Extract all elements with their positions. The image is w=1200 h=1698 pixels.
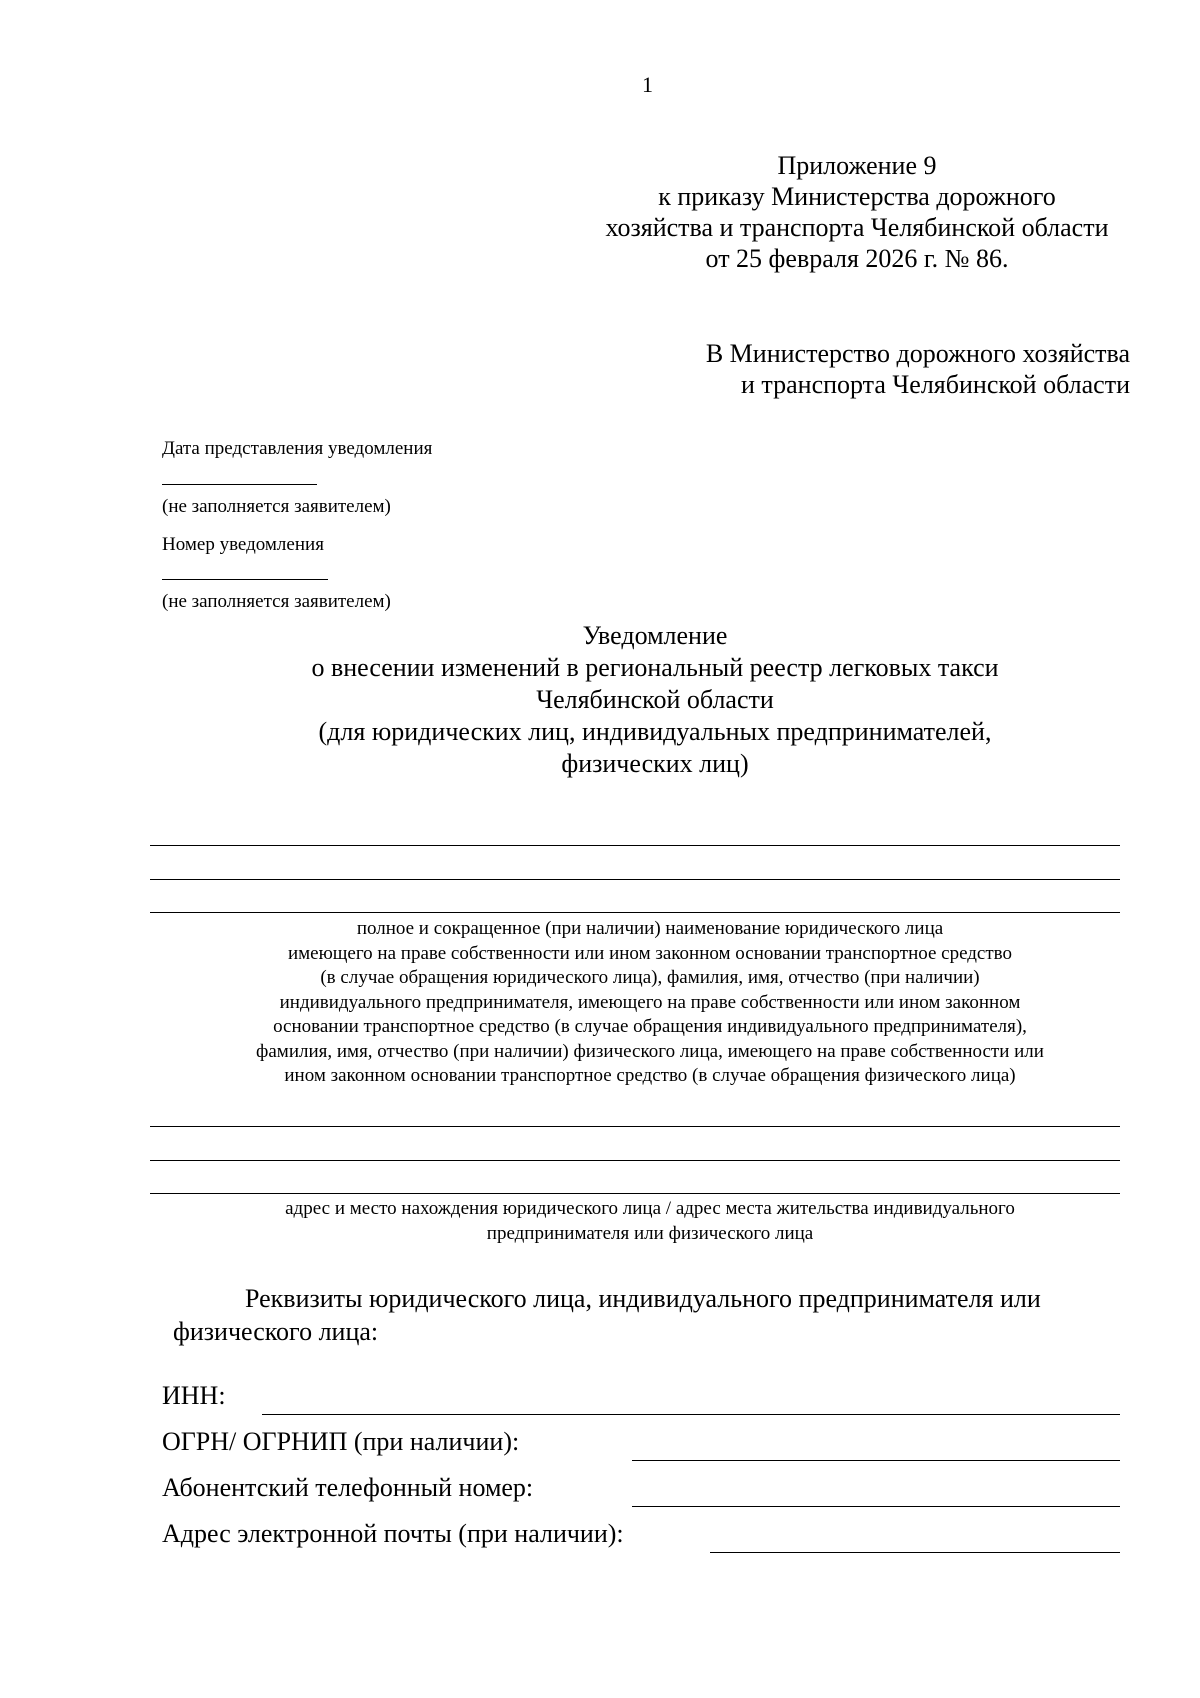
addressee-line: В Министерство дорожного хозяйства	[705, 339, 1130, 368]
appendix-block	[578, 150, 1136, 274]
phone-input[interactable]	[632, 1506, 1120, 1507]
appendix-line: хозяйства и транспорта Челябинской области	[605, 213, 1109, 242]
caption-line: фамилия, имя, отчество (при наличии) физического лица, имеющего на праве собственности или	[256, 1040, 1044, 1062]
appendix-line: Приложение 9	[777, 151, 937, 180]
caption-line: адрес и место нахождения юридического лица / адрес места жительства индивидуального	[285, 1198, 1015, 1219]
notice-date-note: (не заполняется заявителем)	[162, 496, 391, 517]
inn-input[interactable]	[262, 1414, 1120, 1415]
name-fill-line[interactable]	[150, 879, 1120, 880]
notice-number-note: (не заполняется заявителем)	[162, 591, 391, 612]
notice-number-field[interactable]	[162, 579, 328, 580]
caption-line: (в случае обращения юридического лица), фамилия, имя, отчество (при наличии)	[320, 967, 980, 988]
address-caption	[150, 1197, 1150, 1246]
ogrn-label: ОГРН/ ОГРНИП (при наличии):	[162, 1427, 520, 1456]
ogrn-input[interactable]	[632, 1460, 1120, 1461]
address-fill-line[interactable]	[150, 1160, 1120, 1161]
email-label: Адрес электронной почты (при наличии):	[162, 1519, 624, 1548]
caption-line: предпринимателя или физического лица	[486, 1222, 814, 1244]
appendix-line: к приказу Министерства дорожного	[658, 182, 1056, 211]
requisites-heading: Реквизиты юридического лица, индивидуального предпринимателя или	[245, 1284, 1041, 1313]
notice-number-label: Номер уведомления	[162, 534, 324, 555]
name-fill-line[interactable]	[150, 912, 1120, 913]
name-fill-line[interactable]	[150, 845, 1120, 846]
name-caption	[150, 917, 1150, 1089]
title-line: (для юридических лиц, индивидуальных предпринимателей,	[318, 717, 992, 746]
caption-line: полное и сокращенное (при наличии) наименование юридического лица	[356, 918, 944, 939]
inn-label: ИНН:	[162, 1381, 226, 1410]
notice-title	[0, 620, 1200, 780]
email-input[interactable]	[710, 1552, 1120, 1553]
title-line: о внесении изменений в региональный реестр легковых такси	[311, 653, 999, 682]
phone-label: Абонентский телефонный номер:	[162, 1473, 534, 1502]
address-fill-line[interactable]	[150, 1193, 1120, 1194]
title-line: Челябинской области	[536, 685, 774, 714]
title-line: Уведомление	[582, 621, 728, 650]
caption-line: индивидуального предпринимателя, имеющего на праве собственности или ином законном	[279, 991, 1021, 1013]
page-number: 1	[642, 72, 653, 97]
address-fill-line[interactable]	[150, 1126, 1120, 1127]
notice-date-field[interactable]	[162, 484, 317, 485]
notice-date-label: Дата представления уведомления	[162, 438, 433, 459]
requisites-heading-cont: физического лица:	[173, 1317, 379, 1346]
title-line: физических лиц)	[561, 749, 749, 778]
caption-line: ином законном основании транспортное средство (в случае обращения физического лица)	[284, 1065, 1016, 1086]
appendix-line: от 25 февраля 2026 г. № 86.	[705, 244, 1009, 273]
addressee-line: и транспорта Челябинской области	[741, 370, 1130, 399]
caption-line: имеющего на праве собственности или ином законном основании транспортное средство	[287, 942, 1013, 964]
caption-line: основании транспортное средство (в случае обращения индивидуального предпринимателя),	[273, 1016, 1027, 1037]
addressee-block	[640, 338, 1130, 400]
